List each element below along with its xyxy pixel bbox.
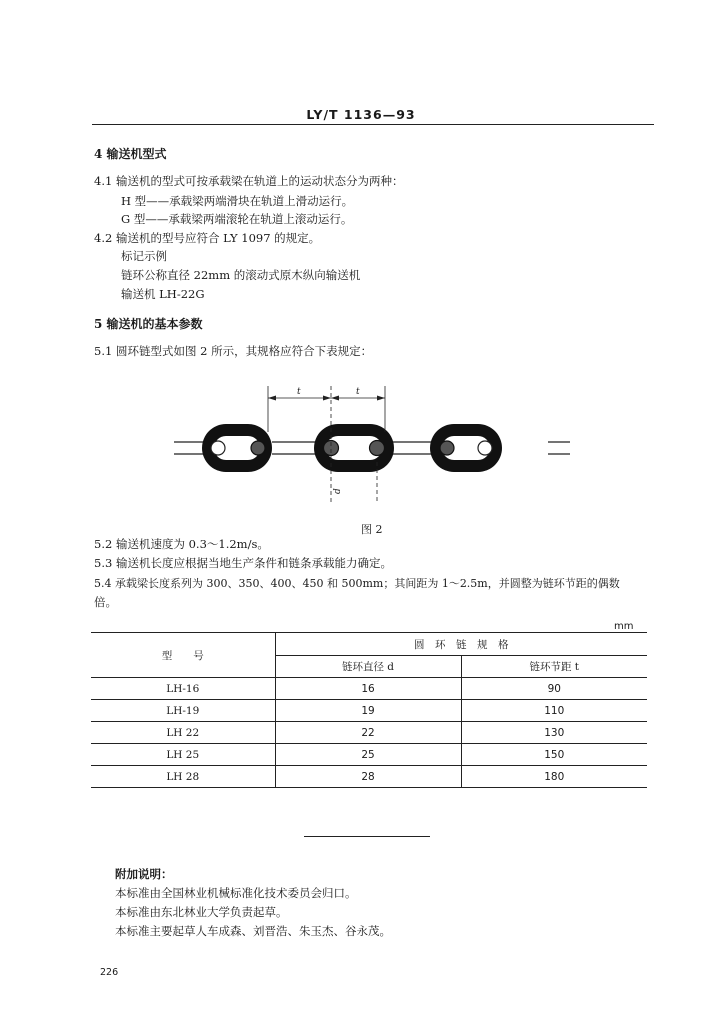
paragraph-5-3: 5.3 输送机长度应根据当地生产条件和链条承载能力确定。 <box>94 556 392 570</box>
paragraph-5-1: 5.1 圆环链型式如图 2 所示，其规格应符合下表规定： <box>94 344 373 358</box>
dim-label-t2: t <box>356 387 360 397</box>
cell-pitch: 150 <box>461 744 647 766</box>
page-number: 226 <box>100 967 119 978</box>
marking-example-desc: 链环公称直径 22mm 的滚动式原木纵向输送机 <box>121 268 361 282</box>
marking-example-code: 输送机 LH-22G <box>121 287 205 301</box>
cell-diameter: 28 <box>275 766 461 788</box>
standard-code: LY/T 1136—93 <box>306 107 416 122</box>
notes-line-2: 本标准由东北林业大学负责起草。 <box>115 905 288 919</box>
paragraph-4-1: 4.1 输送机的型式可按承载梁在轨道上的运动状态分为两种： <box>94 174 404 188</box>
chain-link-right <box>430 424 502 472</box>
cell-model: LH 22 <box>91 722 275 744</box>
table-row <box>91 744 647 766</box>
marking-example-label: 标记示例 <box>121 249 167 263</box>
paragraph-5-2: 5.2 输送机速度为 0.3～1.2m/s。 <box>94 537 269 551</box>
cell-model: LH 28 <box>91 766 275 788</box>
notes-title: 附加说明： <box>115 867 173 881</box>
cell-diameter: 19 <box>275 700 461 722</box>
chain-link-center <box>314 424 394 472</box>
column-header-model: 型 号 <box>91 633 275 678</box>
figure-caption: 图 2 <box>361 523 383 536</box>
dim-label-t1: t <box>297 387 301 397</box>
table-unit: mm <box>614 621 634 632</box>
column-header-diameter: 链环直径 d <box>275 656 461 678</box>
type-g-desc: G 型——承载梁两端滚轮在轨道上滚动运行。 <box>121 212 353 226</box>
cell-pitch: 180 <box>461 766 647 788</box>
dim-label-d: d <box>333 488 343 494</box>
cell-model: LH-19 <box>91 700 275 722</box>
type-h-desc: H 型——承载梁两端滑块在轨道上滑动运行。 <box>121 194 354 208</box>
paragraph-5-4: 5.4 承载梁长度系列为 300、350、400、450 和 500mm；其间距为 1～2.5m，并圆整为链环节距的偶数 <box>94 577 620 590</box>
cell-diameter: 25 <box>275 744 461 766</box>
cell-diameter: 22 <box>275 722 461 744</box>
paragraph-5-4-cont: 倍。 <box>94 595 117 609</box>
notes-line-3: 本标准主要起草人车成森、刘晋浩、朱玉杰、谷永茂。 <box>115 924 391 938</box>
column-header-pitch: 链环节距 t <box>461 656 647 678</box>
chain-spec-table <box>91 632 647 788</box>
table-row <box>91 722 647 744</box>
chain-link-diagram <box>168 372 578 512</box>
section-4-title: 4 输送机型式 <box>94 147 167 161</box>
column-group-header: 圆 环 链 规 格 <box>275 633 647 656</box>
header-rule <box>92 124 654 125</box>
table-row <box>91 766 647 788</box>
table-row <box>91 678 647 700</box>
table-row <box>91 700 647 722</box>
section-5-title: 5 输送机的基本参数 <box>94 317 203 331</box>
cell-pitch: 130 <box>461 722 647 744</box>
cell-pitch: 110 <box>461 700 647 722</box>
cell-model: LH-16 <box>91 678 275 700</box>
cell-pitch: 90 <box>461 678 647 700</box>
notes-line-1: 本标准由全国林业机械标准化技术委员会归口。 <box>115 886 357 900</box>
end-rule <box>304 836 430 837</box>
paragraph-4-2: 4.2 输送机的型号应符合 LY 1097 的规定。 <box>94 231 321 245</box>
chain-link-left <box>202 424 272 472</box>
cell-model: LH 25 <box>91 744 275 766</box>
cell-diameter: 16 <box>275 678 461 700</box>
